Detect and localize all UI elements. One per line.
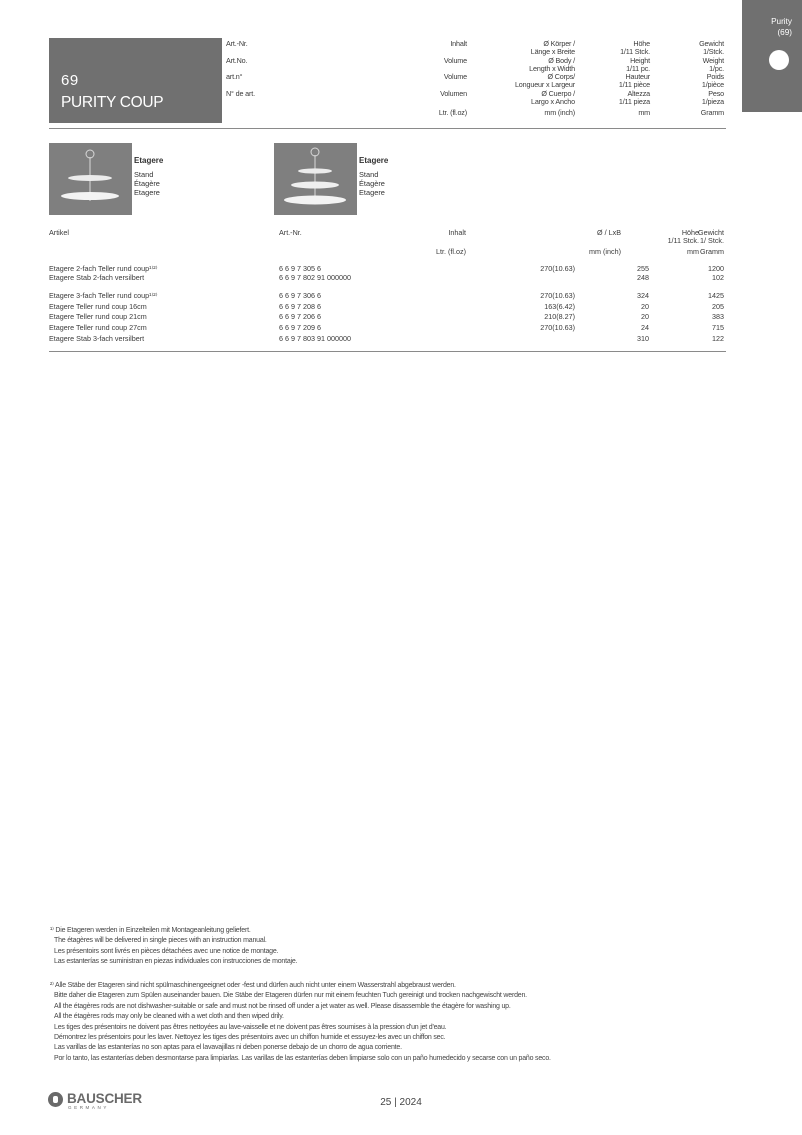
- section-tab[interactable]: [742, 0, 802, 112]
- table-row[interactable]: Etagere Stab 2-fach versilbert 6 6 9 7 802 91 000000 248 102: [49, 273, 724, 282]
- product-image-2-tier[interactable]: [49, 143, 132, 215]
- product-image-3-tier[interactable]: [274, 143, 357, 215]
- table-row[interactable]: Etagere Stab 3-fach versilbert 6 6 9 7 803 91 000000 310 122: [49, 334, 724, 343]
- col-artikel: Artikel: [49, 228, 69, 237]
- table-row[interactable]: Etagere 2-fach Teller rund coup¹⁾²⁾ 6 6 9 7 305 6 270(10.63) 255 1200: [49, 264, 724, 273]
- table-header-sub: 1/11 Stck. 1/ Stck.: [667, 236, 724, 245]
- section-tab-title: Purity: [771, 17, 792, 26]
- col-gewicht: Gewicht: [698, 228, 724, 237]
- col-hoehe: Höhe: [681, 228, 699, 237]
- table-row[interactable]: Etagere Teller rund coup 16cm 6 6 9 7 208 6 163(6.42) 20 205: [49, 302, 724, 311]
- product-translations: Stand Étagère Etagere: [134, 170, 160, 198]
- col-inhalt: Inhalt: [448, 228, 466, 237]
- footnote-2: ²⁾ Alle Stäbe der Etageren sind nicht spülmaschinengeeignet oder -fest und dürfen auch nicht unter einem Wasserstrahl abgebraust werden. Bitte daher die Etageren zum Spülen auseinander bauen. Die Stäbe der Etageren dürfen nur mit einem feuchten Tuch gereinigt und trocken nachgewischt werden. All the étagères rods are not dishwasher-suitable or safe and must not be rinsed off under a jet water as well. Please disassemble the étagère for washing up. All the étagères rods may only be cleaned with a wet cloth and then wiped drily. Les tiges des présentoirs ne doivent pas êtres nettoyées au lave-vaisselle et ne doivent pas êtres soumises à la pression d'un jet d'eau. Démontrez les présentoirs pour les laver. Nettoyez les tiges des présentoirs avec un chiffon humide et essuyez-les avec un chiffon sec. Las varillas de las estanterías no son aptas para el lavavajillas ni deben ponerse debajo de un chorro de agua corriente. Por lo tanto, las estanterías deben desmontarse para limpiarlas. Las varillas de las estanterías deben limpiarse solo con un paño humedecido y secarse con un paño seco.: [50, 982, 551, 1062]
- col-dia: Ø / LxB: [597, 228, 621, 237]
- table-divider: [49, 351, 726, 352]
- col-artnr: Art.-Nr.: [279, 228, 302, 237]
- header-divider: [49, 128, 726, 129]
- collection-number: 69: [61, 72, 79, 89]
- etagere-2-tier-icon: [49, 143, 132, 215]
- product-translations: Stand Étagère Etagere: [359, 170, 385, 198]
- footnote-1: ¹⁾ Die Etageren werden in Einzelteilen mit Montageanleitung geliefert. The étagères will be delivered in single pieces with an instruction manual. Les présentoirs sont livrés en pièces détachées avec une notice de montage. Las estanterías se suministran en piezas individuales con instrucciones de montaje.: [50, 927, 298, 966]
- brand-name: BAUSCHER: [67, 1091, 142, 1106]
- page-number: 25 | 2024: [380, 1097, 422, 1108]
- collection-banner: [49, 38, 222, 123]
- section-tab-number: (69): [777, 28, 792, 37]
- table-header-units: Ltr. (fl.oz) mm (inch) mm Gramm: [436, 247, 724, 256]
- brand-sub: GERMANY: [68, 1105, 109, 1110]
- collection-dot-icon: [769, 50, 789, 70]
- table-row[interactable]: Etagere Teller rund coup 21cm 6 6 9 7 206 6 210(8.27) 20 383: [49, 312, 724, 321]
- table-row[interactable]: Etagere Teller rund coup 27cm 6 6 9 7 209 6 270(10.63) 24 715: [49, 323, 724, 332]
- collection-name: PURITY COUP: [61, 94, 164, 111]
- etagere-3-tier-icon: [274, 143, 357, 215]
- table-row[interactable]: Etagere 3-fach Teller rund coup¹⁾²⁾ 6 6 9 7 306 6 270(10.63) 324 1425: [49, 291, 724, 300]
- product-title: Etagere: [134, 156, 164, 165]
- product-title: Etagere: [359, 156, 389, 165]
